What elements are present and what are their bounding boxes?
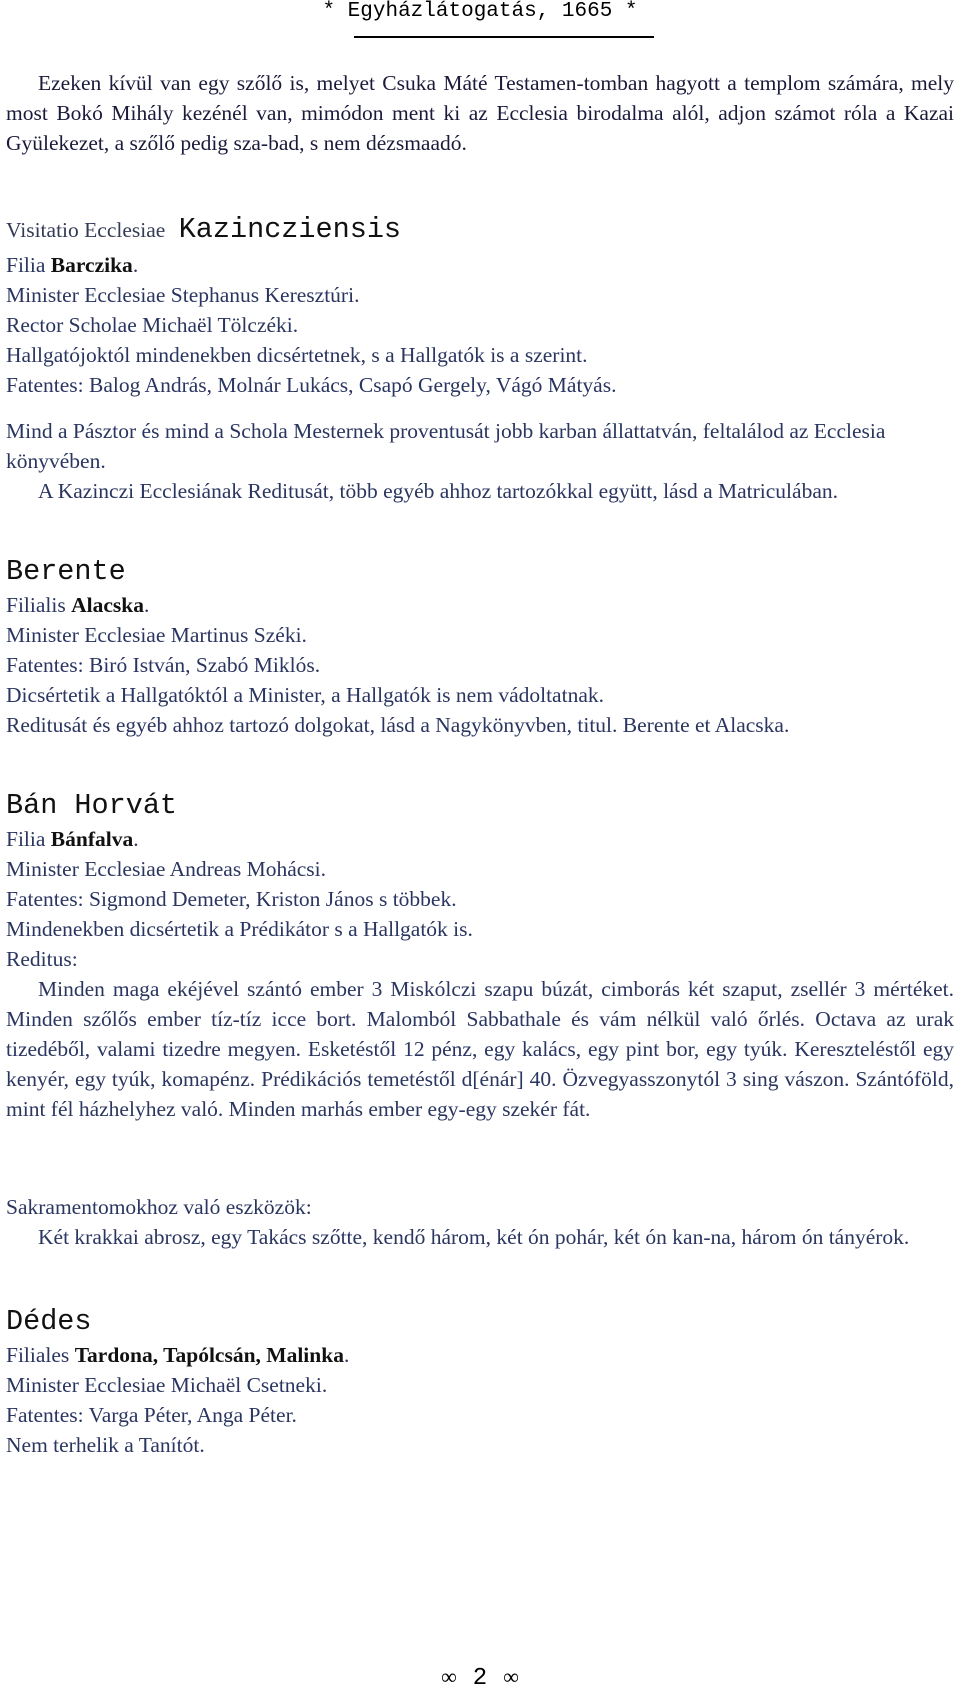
filia-suffix: . (132, 253, 139, 277)
filiales-line (6, 1340, 954, 1370)
fatentes-line: Fatentes: Biró István, Szabó Miklós. (6, 653, 321, 677)
sakramentom-label: Sakramentomokhoz való eszközök: (6, 1195, 312, 1219)
filia-line (6, 824, 954, 854)
berente-reditus: Reditusát és egyéb ahhoz tartozó dolgokat, lásd a Nagykönyvben, titul. Berente et Alacska. (6, 713, 790, 737)
minister-line: Minister Ecclesiae Martinus Széki. (6, 623, 307, 647)
right-ornament-icon: ∞ (503, 1664, 519, 1689)
sakramentom-text: Két krakkai abrosz, egy Takács szőtte, kendő három, két ón pohár, két ón kan-na, három ón tányérok. (38, 1225, 910, 1249)
minister-line: Minister Ecclesiae Andreas Mohácsi. (6, 857, 327, 881)
page-footer (0, 1664, 960, 1692)
page-header (0, 0, 960, 23)
reditus-text: Minden maga ekéjével szántó ember 3 Miskólczi szapu búzát, cimborás két szaput, zsellér 3 mértéket. Minden szőlős ember tíz-tíz icce bort. Malomból Sabbathale és vám nélkül való őrlés. Octava az urak tizedéből, valami tizedre megyen. Esketéstől 12 pénz, egy kalács, egy pint bor, egy tyúk. Kereszteléstől egy kenyér, egy tyúk, komapénz. Prédikációs temetéstől d[énár] 40. Özvegyasszonytól 3 sing vászon. Szántóföld, mint fél házhelyhez való. Minden marhás ember egy-egy szekér fát. (6, 977, 954, 1121)
filia-name: Bánfalva (50, 827, 134, 851)
ban-horvat-heading: Bán Horvát (6, 789, 178, 822)
filialis-suffix: . (143, 593, 150, 617)
header-rule (354, 36, 654, 38)
kazincz-reditus: A Kazinczi Ecclesiának Reditusát, több egyéb ahhoz tartozókkal együtt, lásd a Matriculában. (38, 479, 838, 503)
filiales-prefix: Filiales (6, 1343, 70, 1367)
kazincz-proventus: Mind a Pásztor és mind a Schola Mesternek proventusát jobb karban állattatván, feltalálod az Ecclesia könyvében. (6, 419, 886, 473)
filiales-suffix: . (343, 1343, 350, 1367)
minister-line: Minister Ecclesiae Michaël Csetneki. (6, 1373, 328, 1397)
running-title: * Egyházlátogatás, 1665 * (322, 0, 638, 23)
berente-details (6, 590, 954, 710)
dicsertetik-line: Dicsértetik a Hallgatóktól a Minister, a Hallgatók is nem vádoltatnak. (6, 683, 604, 707)
filialis-name: Alacska (71, 593, 144, 617)
kazincz-details (6, 250, 954, 400)
berente-heading: Berente (6, 555, 126, 588)
left-ornament-icon: ∞ (441, 1664, 457, 1689)
filia-name: Barczika (50, 253, 133, 277)
fatentes-line: Fatentes: Sigmond Demeter, Kriston János s többek. (6, 887, 457, 911)
kazincz-title-line (6, 214, 954, 246)
rector-line: Rector Scholae Michaël Tölczéki. (6, 313, 299, 337)
filia-suffix: . (133, 827, 139, 851)
dedes-heading: Dédes (6, 1305, 92, 1338)
visitatio-label: Visitatio Ecclesiae (6, 218, 166, 242)
page-number: 2 (472, 1665, 488, 1692)
filialis-prefix: Filialis (6, 593, 66, 617)
mindenekben-line: Mindenekben dicsértetik a Prédikátor s a Hallgatók is. (6, 917, 473, 941)
filia-prefix: Filia (6, 253, 46, 277)
filialis-line (6, 590, 954, 620)
filia-prefix: Filia (6, 827, 46, 851)
nem-terhelik-line: Nem terhelik a Tanítót. (6, 1433, 205, 1457)
filia-line (6, 250, 954, 280)
filiales-names: Tardona, Tapólcsán, Malinka (74, 1343, 344, 1367)
reditus-label: Reditus: (6, 947, 78, 971)
dedes-details (6, 1340, 954, 1460)
kazincz-heading: Kazincziensis (178, 213, 402, 246)
fatentes-line: Fatentes: Balog András, Molnár Lukács, Csapó Gergely, Vágó Mátyás. (6, 373, 617, 397)
fatentes-line: Fatentes: Varga Péter, Anga Péter. (6, 1403, 297, 1427)
ban-horvat-details (6, 824, 954, 944)
intro-paragraph: Ezeken kívül van egy szőlő is, melyet Csuka Máté Testamen-tomban hagyott a templom számára, mely most Bokó Mihály kezénél van, mimódon ment ki az Ecclesia birodalma alól, adjon számot róla a Kazai Gyülekezet, a szőlő pedig sza-bad, s nem dézsmaadó. (6, 71, 954, 155)
hallgatok-line: Hallgatójoktól mindenekben dicsértetnek, s a Hallgatók is a szerint. (6, 343, 588, 367)
minister-line: Minister Ecclesiae Stephanus Keresztúri. (6, 283, 360, 307)
